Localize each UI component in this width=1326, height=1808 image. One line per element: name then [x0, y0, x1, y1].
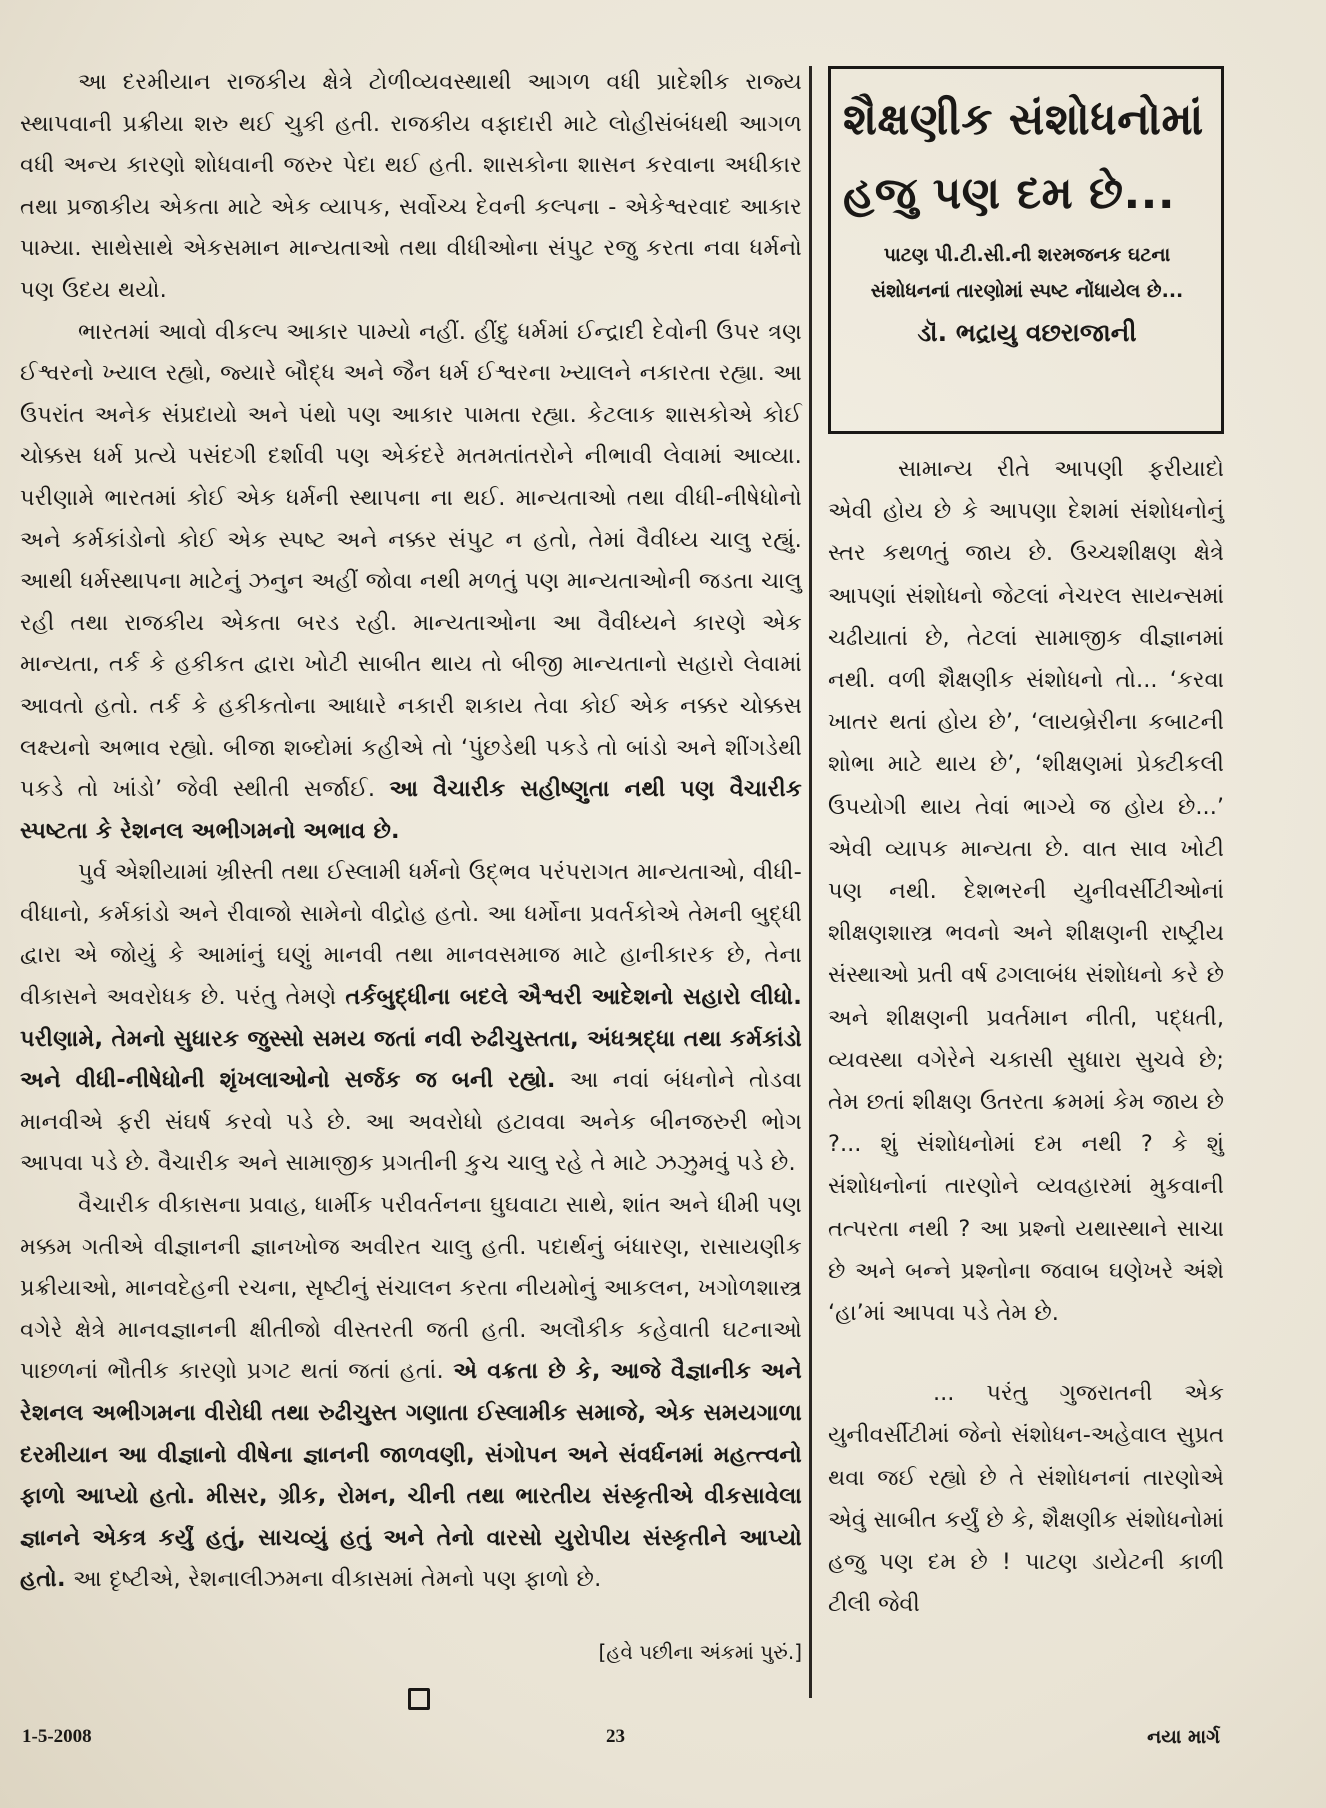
paragraph-4 — [20, 1185, 802, 1601]
article-paragraph-2: ... પરંતુ ગુજરાતની એક યુનીવર્સીટીમાં જેનો સંશોધન-અહેવાલ સુપ્રત થવા જઈ રહ્યો છે તે સંશોધનનાં તારણોએ એવું સાબીત કર્યું છે કે, શૈક્ષણીક સંશોધનોમાં હજુ પણ દમ છે ! પાટણ ડાયેટની કાળી ટીલી જેવી — [828, 1380, 1224, 1618]
paragraph-1: આ દરમીયાન રાજકીય ક્ષેત્રે ટોળીવ્યવસ્થાથી આગળ વધી પ્રાદેશીક રાજ્ય સ્થાપવાની પ્રક્રીયા શરુ થઈ ચુકી હતી. રાજકીય વફાદારી માટે લોહીસંબંધથી આગળ વધી અન્ય કારણો શોધવાની જરુર પેદા થઈ હતી. શાસકોના શાસન કરવાના અધીકાર તથા પ્રજાકીય એકતા માટે એક વ્યાપક, સર્વોચ્ચ દેવની કલ્પના - એકેશ્વરવાદ આકાર પામ્યા. સાથેસાથે એકસમાન માન્યતાઓ તથા વીધીઓના સંપુટ રજુ કરતા નવા ધર્મનો પણ ઉદય થયો. — [20, 69, 802, 303]
article-title: શૈક્ષણીક સંશોધનોમાં હજુ પણ દમ છે... — [843, 94, 1204, 219]
paragraph-3 — [20, 852, 802, 1185]
paragraph-3-text-b: આ નવાં બંધનોને તોડવા માનવીએ ફરી સંઘર્ષ કરવો પડે છે. આ અવરોધો હટાવવા અનેક બીનજરુરી ભોગ આપવા પડે છે. વૈચારીક અને સામાજીક પ્રગતીની કુચ ચાલુ રહે તે માટે ઝઝુમવું પડે છે. — [20, 1067, 802, 1177]
page-footer — [0, 1726, 1326, 1766]
end-mark-icon — [408, 1688, 430, 1710]
article-subtitle: પાટણ પી.ટી.સી.ની શરમજનક ઘટના સંશોધનનાં તારણોમાં સ્પષ્ટ નોંધાયેલ છે... — [870, 244, 1184, 302]
right-column — [828, 66, 1224, 1706]
page-number: 23 — [606, 1726, 625, 1747]
paragraph-2 — [20, 312, 802, 853]
article-body — [828, 448, 1224, 1625]
left-column — [20, 62, 802, 1702]
paragraph-2-bold: આ વૈચારીક સહીષ્ણુતા નથી પણ વૈચારીક સ્પષ્ટતા કે રેશનલ અભીગમનો અભાવ છે. — [20, 776, 802, 844]
issue-date: 1-5-2008 — [22, 1726, 92, 1747]
article-paragraph-1: સામાન્ય રીતે આપણી ફરીયાદો એવી હોય છે કે આપણા દેશમાં સંશોધનોનું સ્તર કથળતું જાય છે. ઉચ્ચશીક્ષણ ક્ષેત્રે આપણાં સંશોધનો જેટલાં નેચરલ સાયન્સમાં ચઢીયાતાં છે, તેટલાં સામાજીક વીજ્ઞાનમાં નથી. વળી શૈક્ષણીક સંશોધનો તો... ‘કરવા ખાતર થતાં હોય છે’, ‘લાયબ્રેરીના કબાટની શોભા માટે થાય છે’, ‘શીક્ષણમાં પ્રેક્ટીકલી ઉપયોગી થાય તેવાં ભાગ્યે જ હોય છે...’ એવી વ્યાપક માન્યતા છે. વાત સાવ ખોટી પણ નથી. દેશભરની યુનીવર્સીટીઓનાં શીક્ષણશાસ્ત્ર ભવનો અને શીક્ષણની રાષ્ટ્રીય સંસ્થાઓ પ્રતી વર્ષ ઢગલાબંધ સંશોધનો કરે છે અને શીક્ષણની પ્રવર્તમાન નીતી, પદ્ધતી, વ્યવસ્થા વગેરેને ચકાસી સુધારા સુચવે છે; તેમ છતાં શીક્ષણ ઉતરતા ક્રમમાં કેમ જાય છે ?... શું સંશોધનોમાં દમ નથી ? કે શું સંશોધનોનાં તારણોને વ્યવહારમાં મુકવાની તત્પરતા નથી ? આ પ્રશ્નો યથાસ્થાને સાચા છે અને બન્ને પ્રશ્નોના જવાબ ઘણેખરે અંશે ‘હા’માં આપવા પડે તેમ છે. — [828, 456, 1224, 1327]
article-heading-box — [828, 66, 1224, 434]
paragraph-4-bold: એ વક્રતા છે કે, આજે વૈજ્ઞાનીક અને રેશનલ અભીગમના વીરોધી તથા રુઢીચુસ્ત ગણાતા ઈસ્લામીક સમાજે, એક સમયગાળા દરમીયાન આ વીજ્ઞાનો વીષેના જ્ઞાનની જાળવણી, સંગોપન અને સંવર્ધનમાં મહત્ત્વનો ફાળો આપ્યો હતો. મીસર, ગ્રીક, રોમન, ચીની તથા ભારતીય સંસ્કૃતીએ વીકસાવેલા જ્ઞાનને એકત્ર કર્યું હતું, સાચવ્યું હતું અને તેનો વારસો યુરોપીય સંસ્કૃતીને આપ્યો હતો. — [20, 1358, 802, 1593]
paragraph-2-text: ભારતમાં આવો વીકલ્પ આકાર પામ્યો નહીં. હીંદુ ધર્મમાં ઈન્દ્રાદી દેવોની ઉપર ત્રણ ઈશ્વરનો ખ્યાલ રહ્યો, જ્યારે બૌદ્ધ અને જૈન ધર્મ ઈશ્વરના ખ્યાલને નકારતા રહ્યા. આ ઉપરાંત અનેક સંપ્રદાયો અને પંથો પણ આકાર પામતા રહ્યા. કેટલાક શાસકોએ કોઈ ચોક્કસ ધર્મ પ્રત્યે પસંદગી દર્શાવી પણ એકંદરે મતમતાંતરોને નીભાવી લેવામાં આવ્યા. પરીણામે ભારતમાં કોઈ એક ધર્મની સ્થાપના ના થઈ. માન્યતાઓ તથા વીધી-નીષેધોનો અને કર્મકાંડોનો કોઈ એક સ્પષ્ટ અને નક્કર સંપુટ ન હતો, તેમાં વૈવીધ્ય ચાલુ રહ્યું. આથી ધર્મસ્થાપના માટેનું ઝનુન અહીં જોવા નથી મળતું પણ માન્યતાઓની જડતા ચાલુ રહી તથા રાજકીય એકતા બરડ રહી. માન્યતાઓના આ વૈવીધ્યને કારણે એક માન્યતા, તર્ક કે હકીકત દ્વારા ખોટી સાબીત થાય તો બીજી માન્યતાનો સહારો લેવામાં આવતો હતો. તર્ક કે હકીકતોના આધારે નકારી શકાય તેવા કોઈ એક નક્કર ચોક્કસ લક્ષ્યનો અભાવ રહ્યો. બીજા શબ્દોમાં કહીએ તો ‘પુંછડેથી પકડે તો બાંડો અને શીંગડેથી પકડે તો ખાંડો’ જેવી સ્થીતી સર્જાઈ. — [20, 318, 802, 803]
magazine-name: નયા માર્ગ — [1147, 1726, 1220, 1748]
paragraph-4-text-a: વૈચારીક વીકાસના પ્રવાહ, ધાર્મીક પરીવર્તનના ઘુઘવાટા સાથે, શાંત અને ધીમી પણ મક્કમ ગતીએ વીજ્ઞાનની જ્ઞાનખોજ અવીરત ચાલુ હતી. પદાર્થનું બંધારણ, રાસાયણીક પ્રક્રીયાઓ, માનવદેહની રચના, સૃષ્ટીનું સંચાલન કરતા નીયમોનું આકલન, ખગોળશાસ્ત્ર વગેરે ક્ષેત્રે માનવજ્ઞાનની ક્ષીતીજો વીસ્તરતી જતી હતી. અલૌકીક કહેવાતી ઘટનાઓ પાછળનાં ભૌતીક કારણો પ્રગટ થતાં જતાં હતાં. — [20, 1192, 802, 1385]
paragraph-3-bold: તર્કબુદ્ધીના બદલે ઐશ્વરી આદેશનો સહારો લીધો. પરીણામે, તેમનો સુધારક જુસ્સો સમય જતાં નવી રુઢીચુસ્તતા, અંધશ્રદ્ધા તથા કર્મકાંડો અને વીધી-નીષેધોની શૃંખલાઓનો સર્જક જ બની રહ્યો. — [20, 984, 802, 1094]
article-author: ડૉ. ભદ્રાયુ વછરાજાની — [917, 318, 1137, 347]
paragraph-4-text-b: આ દૃષ્ટીએ, રેશનાલીઝમના વીકાસમાં તેમનો પણ ફાળો છે. — [73, 1566, 602, 1593]
continued-note: [હવે પછીના અંકમાં પુરું.] — [598, 1640, 802, 1664]
paragraph-3-text-a: પુર્વ એશીયામાં ખ્રીસ્તી તથા ઈસ્લામી ધર્મનો ઉદ્ભવ પરંપરાગત માન્યતાઓ, વીધી-વીધાનો, કર્મકાંડો અને રીવાજો સામેનો વીદ્રોહ હતો. આ ધર્મોના પ્રવર્તકોએ તેમની બુદ્ધી દ્વારા એ જોયું કે આમાંનું ઘણું માનવી તથા માનવસમાજ માટે હાનીકારક છે, તેના વીકાસને અવરોધક છે. પરંતુ તેમણે — [20, 859, 802, 1011]
column-divider — [809, 66, 812, 1698]
